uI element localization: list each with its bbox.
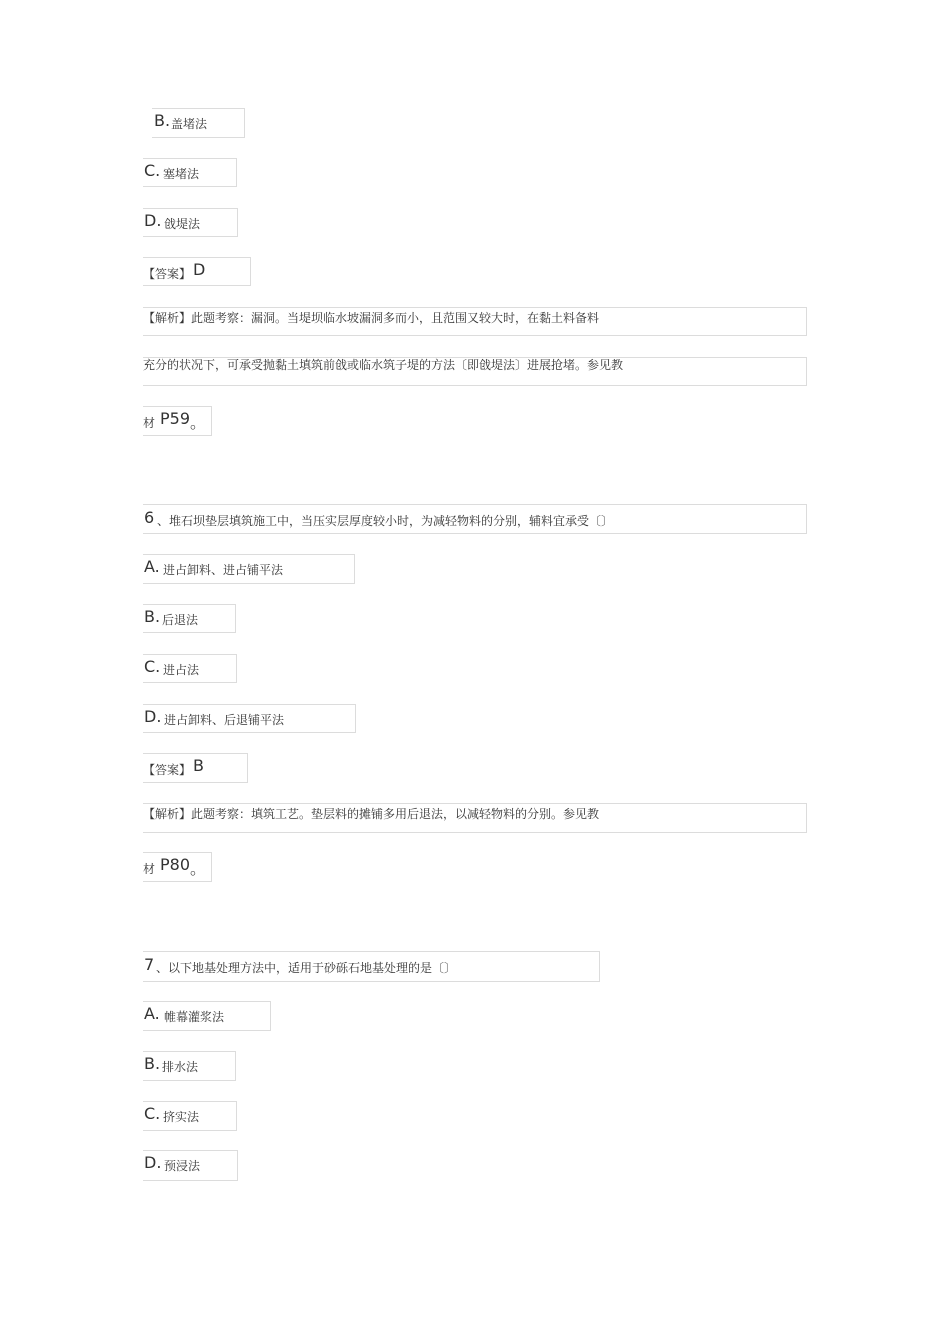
q6-option-a: [143, 554, 355, 584]
question-stem: 、以下地基处理方法中，适用于砂砾石地基处理的是〔〕: [156, 961, 457, 975]
option-text: 进占法: [163, 663, 200, 677]
q5-option-c: [143, 158, 237, 187]
option-text: 后退法: [162, 613, 199, 627]
q6-reference: [143, 852, 212, 882]
q7-option-b: [143, 1051, 236, 1081]
option-letter: C.: [144, 161, 161, 180]
option-letter: A.: [144, 557, 160, 576]
analysis-text: 【解析】此题考察：填筑工艺。垫层料的摊铺多用后退法，以减轻物料的分别。参见教: [143, 807, 600, 821]
option-text: 戗堤法: [164, 217, 201, 231]
q7-question: [143, 951, 600, 982]
reference-suffix: 。: [190, 859, 207, 878]
q7-option-c: [143, 1101, 237, 1131]
option-text: 塞堵法: [163, 167, 200, 181]
q5-reference: [143, 406, 212, 436]
q6-analysis-line-1: [143, 803, 807, 833]
answer-label: 【答案】: [143, 267, 192, 281]
option-letter: D.: [144, 211, 162, 230]
option-letter: B.: [154, 111, 171, 130]
q6-option-c: [143, 654, 237, 683]
q6-option-d: [143, 704, 356, 733]
reference-prefix: 材: [143, 862, 156, 876]
answer-value: B: [193, 756, 204, 775]
reference-page: P80: [160, 855, 191, 874]
option-text: 排水法: [162, 1060, 199, 1074]
q6-question: [143, 504, 807, 534]
option-text: 帷幕灌浆法: [164, 1010, 225, 1024]
q5-answer: [143, 257, 251, 286]
option-letter: D.: [144, 1153, 162, 1172]
option-letter: B.: [144, 607, 161, 626]
option-letter: B.: [144, 1054, 161, 1073]
q7-option-d: [143, 1150, 238, 1181]
q5-option-b: [152, 108, 245, 138]
option-letter: C.: [144, 657, 161, 676]
option-letter: D.: [144, 707, 162, 726]
q5-analysis-line-2: [143, 357, 807, 386]
reference-page: P59: [160, 409, 191, 428]
question-stem: 、堆石坝垫层填筑施工中，当压实层厚度较小时，为减轻物料的分别，辅料宜承受〔〕: [157, 514, 614, 528]
answer-label: 【答案】: [143, 763, 192, 777]
option-text: 进占卸料、后退铺平法: [164, 713, 285, 727]
option-letter: C.: [144, 1104, 161, 1123]
q5-analysis-line-1: [143, 307, 807, 336]
option-text: 挤实法: [163, 1110, 200, 1124]
option-text: 预浸法: [164, 1159, 201, 1173]
reference-prefix: 材: [143, 416, 156, 430]
question-number: 6: [144, 508, 155, 527]
analysis-text: 充分的状况下，可承受抛黏土填筑前戗或临水筑子堤的方法〔即戗堤法〕进展抢堵。参见教: [143, 358, 624, 372]
reference-suffix: 。: [190, 413, 207, 432]
option-text: 进占卸料、进占铺平法: [163, 563, 284, 577]
analysis-text: 【解析】此题考察：漏洞。当堤坝临水坡漏洞多而小，且范围又较大时，在黏土料备料: [143, 311, 600, 325]
q5-option-d: [143, 208, 238, 237]
answer-value: D: [193, 260, 206, 279]
question-number: 7: [144, 955, 155, 974]
q6-answer: [143, 753, 248, 783]
option-letter: A.: [144, 1004, 160, 1023]
option-text: 盖堵法: [171, 117, 208, 131]
q6-option-b: [143, 604, 236, 633]
q7-option-a: [143, 1001, 271, 1031]
